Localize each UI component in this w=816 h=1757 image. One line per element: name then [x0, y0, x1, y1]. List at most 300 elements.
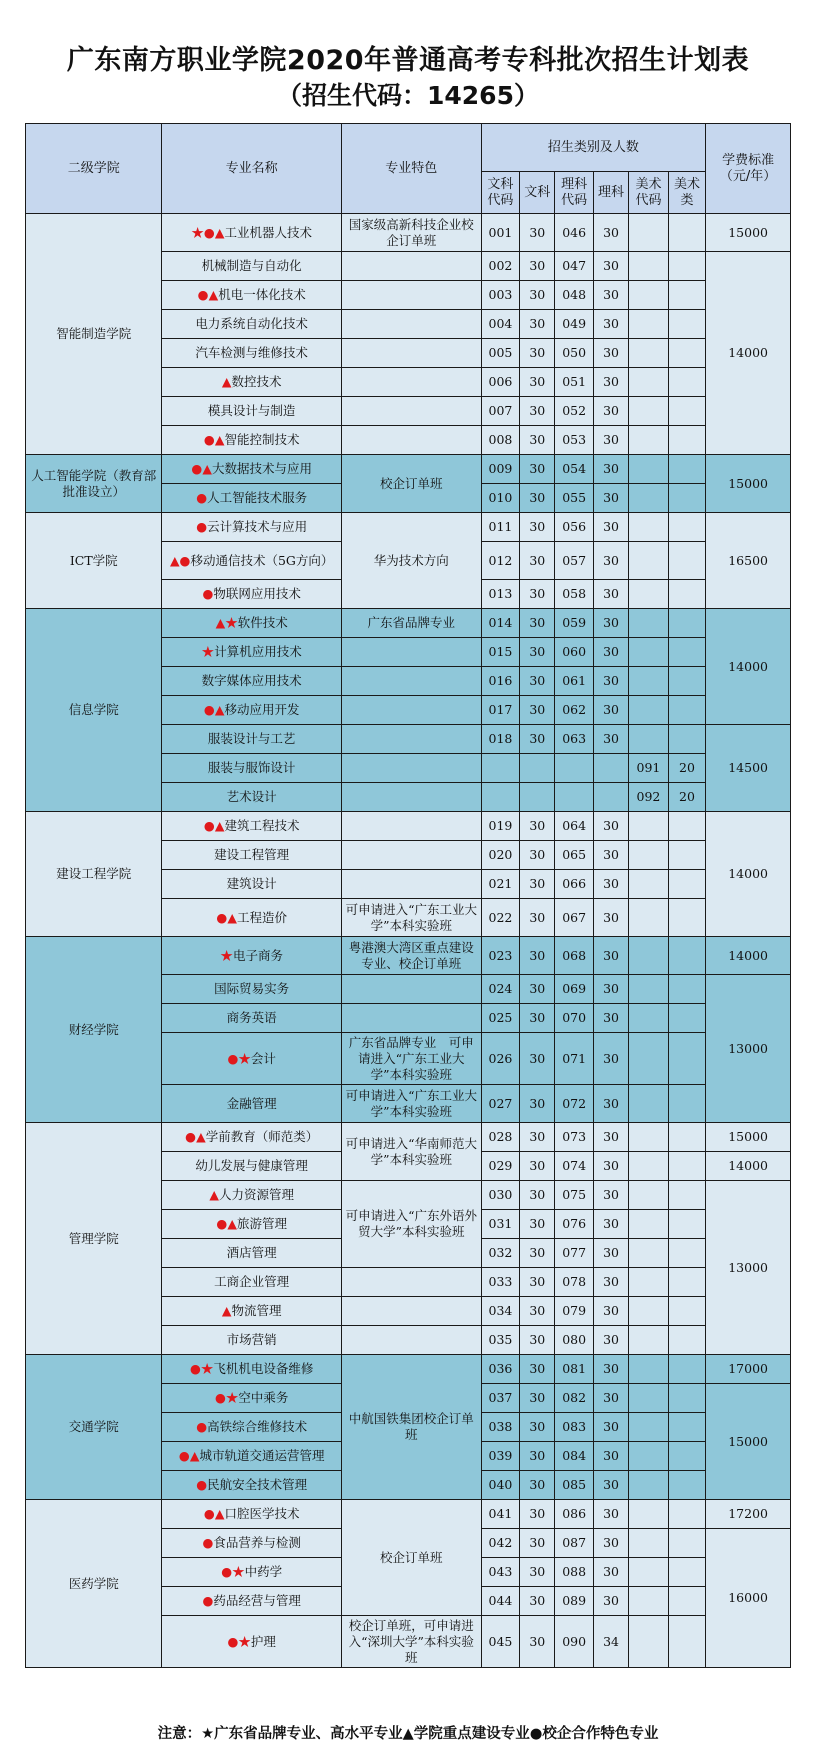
major-name — [162, 1181, 341, 1210]
major-marks: ●▲ — [191, 461, 212, 476]
wen-code: 030 — [481, 1181, 520, 1210]
art-code — [629, 1471, 669, 1500]
wen-code: 027 — [481, 1085, 520, 1123]
li-count: 30 — [593, 1558, 628, 1587]
wen-count: 30 — [520, 1558, 555, 1587]
major-feature — [341, 638, 481, 667]
tuition-fee: 15000 — [706, 1384, 791, 1500]
wen-code: 031 — [481, 1210, 520, 1239]
major-name — [162, 937, 341, 975]
major-name — [162, 1085, 341, 1123]
wen-count: 30 — [520, 368, 555, 397]
tuition-fee: 15000 — [706, 1123, 791, 1152]
li-code: 090 — [555, 1616, 594, 1668]
major-marks: ●★ — [189, 1361, 214, 1376]
art-count — [668, 1033, 705, 1085]
li-code — [555, 783, 594, 812]
major-marks: ●▲ — [216, 1216, 237, 1231]
wen-code: 005 — [481, 339, 520, 368]
major-feature: 可申请进入“广东工业大学”本科实验班 — [341, 899, 481, 937]
wen-code — [481, 783, 520, 812]
wen-code: 025 — [481, 1004, 520, 1033]
li-code: 050 — [555, 339, 594, 368]
wen-count: 30 — [520, 1297, 555, 1326]
li-code — [555, 754, 594, 783]
major-marks: ★ — [220, 947, 233, 963]
college-name: ICT学院 — [26, 513, 162, 609]
wen-count: 30 — [520, 1413, 555, 1442]
wen-count: 30 — [520, 252, 555, 281]
wen-code: 043 — [481, 1558, 520, 1587]
major-label: 计算机应用技术 — [214, 644, 302, 659]
major-feature — [341, 310, 481, 339]
major-marks: ●▲ — [203, 702, 225, 717]
li-code: 080 — [555, 1326, 594, 1355]
major-label: 人力资源管理 — [218, 1187, 294, 1202]
li-code: 066 — [555, 870, 594, 899]
header-fee: 学费标准（元/年） — [706, 124, 791, 214]
art-count — [668, 397, 705, 426]
wen-count: 30 — [520, 484, 555, 513]
li-code: 086 — [555, 1500, 594, 1529]
major-name — [162, 812, 341, 841]
major-label: 药品经营与管理 — [213, 1593, 301, 1608]
major-feature: 国家级高新科技企业校企订单班 — [341, 214, 481, 252]
major-marks: ●▲ — [203, 1506, 225, 1521]
major-feature — [341, 667, 481, 696]
li-count: 30 — [593, 339, 628, 368]
major-feature: 广东省品牌专业 可申请进入“广东工业大学”本科实验班 — [341, 1033, 481, 1085]
wen-code: 026 — [481, 1033, 520, 1085]
major-feature: 校企订单班 — [341, 455, 481, 513]
art-code — [629, 339, 669, 368]
wen-count: 30 — [520, 1471, 555, 1500]
li-count: 30 — [593, 455, 628, 484]
li-code: 065 — [555, 841, 594, 870]
wen-code: 012 — [481, 542, 520, 580]
college-name: 人工智能学院（教育部批准设立） — [26, 455, 162, 513]
wen-code: 044 — [481, 1587, 520, 1616]
wen-code: 042 — [481, 1529, 520, 1558]
art-code — [629, 484, 669, 513]
header-wen-code: 文科代码 — [481, 172, 520, 214]
major-label: 空中乘务 — [238, 1390, 289, 1405]
tuition-fee: 14000 — [706, 937, 791, 975]
art-code — [629, 580, 669, 609]
major-label: 服装与服饰设计 — [207, 760, 296, 775]
major-name — [162, 513, 341, 542]
art-code — [629, 638, 669, 667]
major-name — [162, 368, 341, 397]
wen-count: 30 — [520, 725, 555, 754]
major-name — [162, 339, 341, 368]
art-count — [668, 899, 705, 937]
li-count: 30 — [593, 1181, 628, 1210]
art-code — [629, 1297, 669, 1326]
major-label: 模具设计与制造 — [207, 403, 296, 418]
art-count — [668, 580, 705, 609]
wen-code: 015 — [481, 638, 520, 667]
li-code: 051 — [555, 368, 594, 397]
li-code: 082 — [555, 1384, 594, 1413]
wen-count: 30 — [520, 638, 555, 667]
major-marks: ● — [196, 1477, 208, 1492]
li-code: 055 — [555, 484, 594, 513]
li-count: 30 — [593, 252, 628, 281]
art-code — [629, 1413, 669, 1442]
wen-code: 003 — [481, 281, 520, 310]
major-label: 酒店管理 — [226, 1245, 277, 1260]
wen-count: 30 — [520, 1500, 555, 1529]
li-code: 081 — [555, 1355, 594, 1384]
major-label: 建筑工程技术 — [224, 818, 300, 833]
major-name — [162, 841, 341, 870]
li-count: 30 — [593, 1355, 628, 1384]
wen-code: 019 — [481, 812, 520, 841]
major-name — [162, 214, 341, 252]
li-code: 068 — [555, 937, 594, 975]
li-code: 064 — [555, 812, 594, 841]
art-count — [668, 1123, 705, 1152]
major-feature — [341, 1297, 481, 1326]
table-row — [26, 1500, 791, 1529]
art-code — [629, 725, 669, 754]
art-count — [668, 696, 705, 725]
wen-count: 30 — [520, 1268, 555, 1297]
major-name — [162, 1587, 341, 1616]
art-code — [629, 667, 669, 696]
major-label: 机械制造与自动化 — [201, 258, 302, 273]
major-marks: ●▲ — [197, 287, 219, 302]
major-label: 市场营销 — [226, 1332, 277, 1347]
art-count — [668, 870, 705, 899]
art-count: 20 — [668, 783, 705, 812]
li-count: 30 — [593, 1152, 628, 1181]
wen-count: 30 — [520, 1210, 555, 1239]
li-code: 063 — [555, 725, 594, 754]
major-name — [162, 1529, 341, 1558]
art-count — [668, 725, 705, 754]
major-label: 工业机器人技术 — [224, 224, 312, 240]
art-code — [629, 1181, 669, 1210]
wen-count: 30 — [520, 609, 555, 638]
art-count — [668, 1085, 705, 1123]
major-label: 会计 — [250, 1050, 276, 1066]
wen-code: 002 — [481, 252, 520, 281]
wen-count — [520, 783, 555, 812]
major-label: 大数据技术与应用 — [211, 461, 312, 476]
wen-code: 029 — [481, 1152, 520, 1181]
wen-count: 30 — [520, 1123, 555, 1152]
major-name — [162, 870, 341, 899]
li-count: 30 — [593, 513, 628, 542]
major-marks: ● — [196, 1419, 208, 1434]
major-label: 幼儿发展与健康管理 — [195, 1158, 308, 1173]
major-feature: 粤港澳大湾区重点建设专业、校企订单班 — [341, 937, 481, 975]
tuition-fee: 14000 — [706, 609, 791, 725]
major-label: 高铁综合维修技术 — [207, 1419, 308, 1434]
wen-code: 037 — [481, 1384, 520, 1413]
li-count: 30 — [593, 310, 628, 339]
li-code: 087 — [555, 1529, 594, 1558]
major-name — [162, 725, 341, 754]
table-row — [26, 455, 791, 484]
wen-count: 30 — [520, 1085, 555, 1123]
art-code — [629, 252, 669, 281]
art-count — [668, 667, 705, 696]
major-marks: ● — [202, 1535, 214, 1550]
li-count: 30 — [593, 1004, 628, 1033]
art-code — [629, 1123, 669, 1152]
major-marks: ● — [196, 490, 208, 505]
art-count: 20 — [668, 754, 705, 783]
page-subtitle: （招生代码：14265） — [277, 81, 539, 110]
li-count — [593, 754, 628, 783]
art-code — [629, 696, 669, 725]
major-feature — [341, 696, 481, 725]
art-count — [668, 841, 705, 870]
li-code: 083 — [555, 1413, 594, 1442]
art-count — [668, 1587, 705, 1616]
wen-code: 013 — [481, 580, 520, 609]
college-name: 智能制造学院 — [26, 214, 162, 455]
wen-count: 30 — [520, 841, 555, 870]
art-count — [668, 1616, 705, 1668]
major-label: 汽车检测与维修技术 — [195, 345, 308, 360]
major-name — [162, 975, 341, 1004]
li-code: 053 — [555, 426, 594, 455]
wen-count: 30 — [520, 1587, 555, 1616]
li-code: 058 — [555, 580, 594, 609]
li-code: 067 — [555, 899, 594, 937]
tuition-fee: 14000 — [706, 1152, 791, 1181]
art-code — [629, 1529, 669, 1558]
wen-code: 032 — [481, 1239, 520, 1268]
legend-note: 注意：★广东省品牌专业、高水平专业▲学院重点建设专业●校企合作特色专业 — [157, 1726, 659, 1742]
li-count: 30 — [593, 542, 628, 580]
tuition-fee: 16500 — [706, 513, 791, 609]
table-row — [26, 609, 791, 638]
header-major: 专业名称 — [162, 124, 341, 214]
li-code: 079 — [555, 1297, 594, 1326]
wen-code: 023 — [481, 937, 520, 975]
college-name: 信息学院 — [26, 609, 162, 812]
major-label: 云计算技术与应用 — [207, 519, 308, 534]
wen-code: 034 — [481, 1297, 520, 1326]
major-label: 移动应用开发 — [224, 702, 300, 717]
art-code — [629, 1152, 669, 1181]
art-code — [629, 368, 669, 397]
major-label: 智能控制技术 — [224, 432, 300, 447]
li-count: 30 — [593, 725, 628, 754]
wen-count: 30 — [520, 1004, 555, 1033]
art-count — [668, 368, 705, 397]
li-code: 057 — [555, 542, 594, 580]
li-count: 30 — [593, 1123, 628, 1152]
art-code — [629, 281, 669, 310]
major-label: 移动通信技术（5G方向） — [190, 552, 334, 568]
wen-code: 045 — [481, 1616, 520, 1668]
major-feature: 可申请进入“广东外语外贸大学”本科实验班 — [341, 1181, 481, 1268]
wen-count: 30 — [520, 455, 555, 484]
table-row — [26, 1355, 791, 1384]
major-name — [162, 1616, 341, 1668]
major-marks: ● — [196, 519, 208, 534]
li-code: 077 — [555, 1239, 594, 1268]
major-name — [162, 542, 341, 580]
art-code — [629, 1355, 669, 1384]
header-li-code: 理科代码 — [555, 172, 594, 214]
art-count — [668, 1297, 705, 1326]
major-name — [162, 1558, 341, 1587]
wen-code: 014 — [481, 609, 520, 638]
li-count: 30 — [593, 638, 628, 667]
major-feature: 广东省品牌专业 — [341, 609, 481, 638]
art-count — [668, 937, 705, 975]
major-name — [162, 1239, 341, 1268]
major-feature — [341, 397, 481, 426]
li-count: 30 — [593, 1268, 628, 1297]
li-code: 062 — [555, 696, 594, 725]
li-code: 084 — [555, 1442, 594, 1471]
major-marks: ★ — [201, 644, 215, 659]
wen-count: 30 — [520, 1384, 555, 1413]
major-name — [162, 1500, 341, 1529]
wen-code: 020 — [481, 841, 520, 870]
major-feature — [341, 725, 481, 754]
header-enrollment-group: 招生类别及人数 — [481, 124, 706, 172]
major-feature — [341, 783, 481, 812]
wen-count: 30 — [520, 696, 555, 725]
li-count: 34 — [593, 1616, 628, 1668]
li-code: 078 — [555, 1268, 594, 1297]
art-code — [629, 1085, 669, 1123]
art-count — [668, 281, 705, 310]
major-name — [162, 397, 341, 426]
wen-code: 024 — [481, 975, 520, 1004]
art-code — [629, 426, 669, 455]
tuition-fee: 13000 — [706, 975, 791, 1123]
art-count — [668, 1558, 705, 1587]
li-code: 076 — [555, 1210, 594, 1239]
art-count — [668, 1355, 705, 1384]
wen-count: 30 — [520, 513, 555, 542]
art-code — [629, 870, 669, 899]
li-code: 052 — [555, 397, 594, 426]
major-name — [162, 484, 341, 513]
wen-code: 004 — [481, 310, 520, 339]
major-name — [162, 1152, 341, 1181]
li-count: 30 — [593, 667, 628, 696]
wen-code: 028 — [481, 1123, 520, 1152]
art-code: 091 — [629, 754, 669, 783]
major-label: 建筑设计 — [226, 876, 277, 891]
major-label: 人工智能技术服务 — [207, 490, 308, 505]
art-code: 092 — [629, 783, 669, 812]
major-label: 城市轨道交通运营管理 — [199, 1448, 325, 1463]
major-label: 软件技术 — [237, 615, 288, 630]
header-li: 理科 — [593, 172, 628, 214]
wen-code — [481, 754, 520, 783]
li-count: 30 — [593, 397, 628, 426]
li-count: 30 — [593, 1297, 628, 1326]
art-count — [668, 252, 705, 281]
major-feature — [341, 368, 481, 397]
li-count: 30 — [593, 937, 628, 975]
major-name — [162, 899, 341, 937]
college-name: 财经学院 — [26, 937, 162, 1123]
art-code — [629, 542, 669, 580]
li-count: 30 — [593, 1033, 628, 1085]
major-label: 数字媒体应用技术 — [201, 673, 302, 688]
wen-count: 30 — [520, 339, 555, 368]
major-marks: ▲ — [209, 1187, 219, 1202]
wen-code: 011 — [481, 513, 520, 542]
li-code: 048 — [555, 281, 594, 310]
art-code — [629, 812, 669, 841]
art-count — [668, 1004, 705, 1033]
major-marks: ▲ — [221, 374, 232, 389]
art-code — [629, 1326, 669, 1355]
major-feature — [341, 426, 481, 455]
li-code: 059 — [555, 609, 594, 638]
wen-count: 30 — [520, 812, 555, 841]
li-count: 30 — [593, 1471, 628, 1500]
major-name — [162, 1268, 341, 1297]
major-name — [162, 252, 341, 281]
li-code: 071 — [555, 1033, 594, 1085]
li-count: 30 — [593, 484, 628, 513]
tuition-fee: 17000 — [706, 1355, 791, 1384]
major-label: 金融管理 — [226, 1095, 277, 1111]
major-label: 物流管理 — [231, 1303, 282, 1318]
wen-code: 006 — [481, 368, 520, 397]
wen-count: 30 — [520, 870, 555, 899]
table-row — [26, 1123, 791, 1152]
art-code — [629, 1558, 669, 1587]
wen-count: 30 — [520, 899, 555, 937]
major-label: 艺术设计 — [226, 789, 277, 804]
major-label: 建设工程管理 — [214, 847, 290, 862]
major-label: 食品营养与检测 — [213, 1535, 301, 1550]
wen-count: 30 — [520, 426, 555, 455]
major-name — [162, 1326, 341, 1355]
wen-code: 017 — [481, 696, 520, 725]
art-code — [629, 975, 669, 1004]
li-count: 30 — [593, 1326, 628, 1355]
major-name — [162, 1355, 341, 1384]
major-name — [162, 783, 341, 812]
li-count: 30 — [593, 1500, 628, 1529]
art-count — [668, 975, 705, 1004]
art-count — [668, 1326, 705, 1355]
art-code — [629, 455, 669, 484]
wen-count: 30 — [520, 1616, 555, 1668]
li-code: 056 — [555, 513, 594, 542]
wen-code: 009 — [481, 455, 520, 484]
li-code: 088 — [555, 1558, 594, 1587]
major-feature — [341, 339, 481, 368]
wen-code: 007 — [481, 397, 520, 426]
major-label: 学前教育（师范类） — [205, 1129, 319, 1144]
tuition-fee: 15000 — [706, 214, 791, 252]
major-label: 数控技术 — [231, 374, 282, 389]
major-feature — [341, 1004, 481, 1033]
art-code — [629, 1268, 669, 1297]
major-name — [162, 696, 341, 725]
major-label: 飞机机电设备维修 — [213, 1361, 314, 1376]
li-code: 061 — [555, 667, 594, 696]
